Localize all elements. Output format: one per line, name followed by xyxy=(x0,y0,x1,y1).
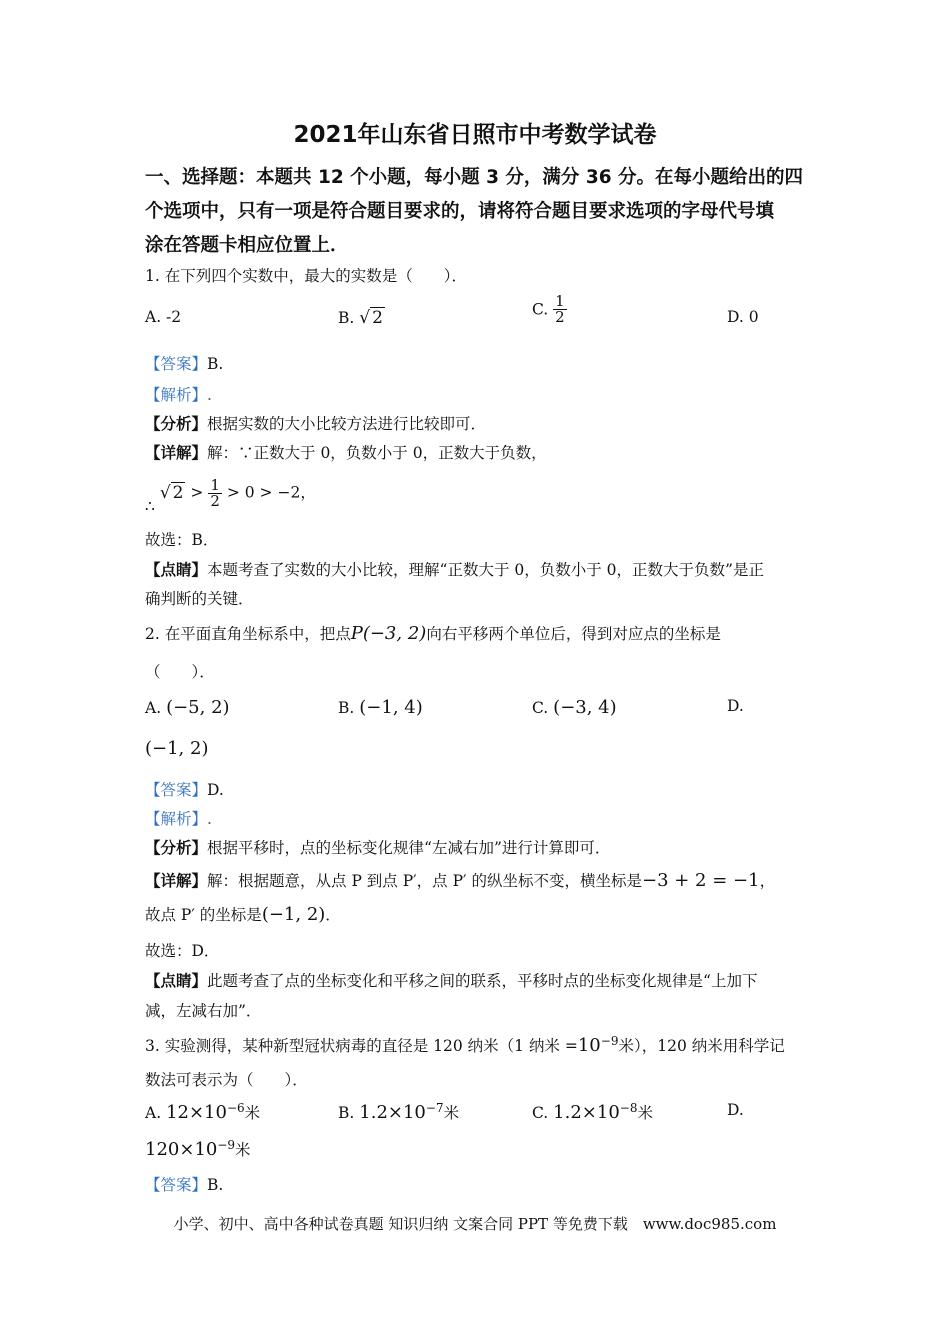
q3-stem-line2: 数法可表示为（ ）． xyxy=(145,1071,308,1089)
q3-option-d-label: D. xyxy=(727,1101,744,1119)
q3-option-d: $120\times 10^{-9}$米 xyxy=(145,1138,251,1161)
q2-dianjing-line2: 减，左减右加”． xyxy=(145,1002,262,1020)
footer-download-note: 小学、初中、高中各种试卷真题 知识归纳 文案合同 PPT 等免费下载 www.doc985.com xyxy=(173,1215,777,1233)
section-heading-line3: 涂在答题卡相应位置上． xyxy=(145,235,349,256)
q1-option-b: B. √ 2 xyxy=(338,308,383,328)
q3-stem: 3. 实验测得，某种新型冠状病毒的直径是 120 纳米（1 纳米 $=10^{-9}$米），120 纳米用科学记 xyxy=(145,1034,785,1057)
q2-fenxi: 【分析】根据平移时，点的坐标变化规律“左减右加”进行计算即可． xyxy=(145,838,611,857)
q2-choose: 故选：D． xyxy=(145,942,220,960)
q2-stem-line2: （ ）． xyxy=(145,663,215,681)
q1-analysis-label: 【解析】. xyxy=(145,386,212,404)
section-heading-line1: 一、选择题：本题共 12 个小题，每小题 3 分，满分 36 分。在每小题给出的四 xyxy=(145,167,804,188)
sqrt-symbol: √ 2 xyxy=(359,308,383,328)
q2-answer: 【答案】D. xyxy=(145,781,224,799)
q2-analysis-label: 【解析】. xyxy=(145,810,212,828)
q1-dianjing-line2: 确判断的关键． xyxy=(145,590,254,608)
q1-option-c: C. $\frac{1}{2}$ xyxy=(532,292,565,326)
q3-option-c: C. $1.2\times 10^{-8}$米 xyxy=(532,1101,654,1124)
q2-option-a: A. (−5, 2) xyxy=(145,697,230,718)
q1-dianjing-line1: 【点睛】本题考查了实数的大小比较，理解“正数大于 0，负数小于 0，正数大于负数”是正 xyxy=(145,560,764,579)
q2-option-d: (−1, 2) xyxy=(145,738,209,759)
q2-dianjing-line1: 【点睛】此题考查了点的坐标变化和平移之间的联系，平移时点的坐标变化规律是“上加下 xyxy=(145,971,758,990)
q2-option-c: C. (−3, 4) xyxy=(532,697,617,718)
q2-xiangjie: 【详解】解：根据题意，从点 P 到点 P′，点 P′ 的纵坐标不变，横坐标是−3 + 2 = −1， xyxy=(145,870,776,891)
section-heading-line2: 个选项中，只有一项是符合题目要求的，请将符合题目要求选项的字母代号填 xyxy=(145,201,775,222)
q1-fenxi: 【分析】根据实数的大小比较方法进行比较即可． xyxy=(145,414,487,433)
fraction: $\frac{1}{2}$ xyxy=(555,292,565,326)
q3-option-a: A. $12\times 10^{-6}$米 xyxy=(145,1101,261,1124)
q1-option-d: D. 0 xyxy=(727,308,759,326)
q1-stem: 1. 在下列四个实数中，最大的实数是（ ）． xyxy=(145,267,467,285)
q3-answer: 【答案】B. xyxy=(145,1176,224,1194)
q2-option-b: B. (−1, 4) xyxy=(338,697,423,718)
q1-xiangjie: 【详解】解：∵正数大于 0，负数小于 0，正数大于负数， xyxy=(145,443,547,462)
q1-choose: 故选：B． xyxy=(145,531,219,549)
q1-option-a: A. -2 xyxy=(145,308,182,326)
q3-option-b: B. $1.2\times 10^{-7}$米 xyxy=(338,1101,460,1124)
q2-conclusion: 故点 P′ 的坐标是(−1, 2)． xyxy=(145,904,341,925)
q1-inequality: ∴ √ 2 > $\frac{1}{2}$ > 0 > −2， xyxy=(145,476,316,516)
q1-answer: 【答案】B. xyxy=(145,355,224,373)
q2-stem: 2. 在平面直角坐标系中，把点P(−3, 2)向右平移两个单位后，得到对应点的坐标是 xyxy=(145,623,721,644)
page-title: 2021年山东省日照市中考数学试卷 xyxy=(293,122,657,148)
q2-option-d-label: D. xyxy=(727,697,744,715)
